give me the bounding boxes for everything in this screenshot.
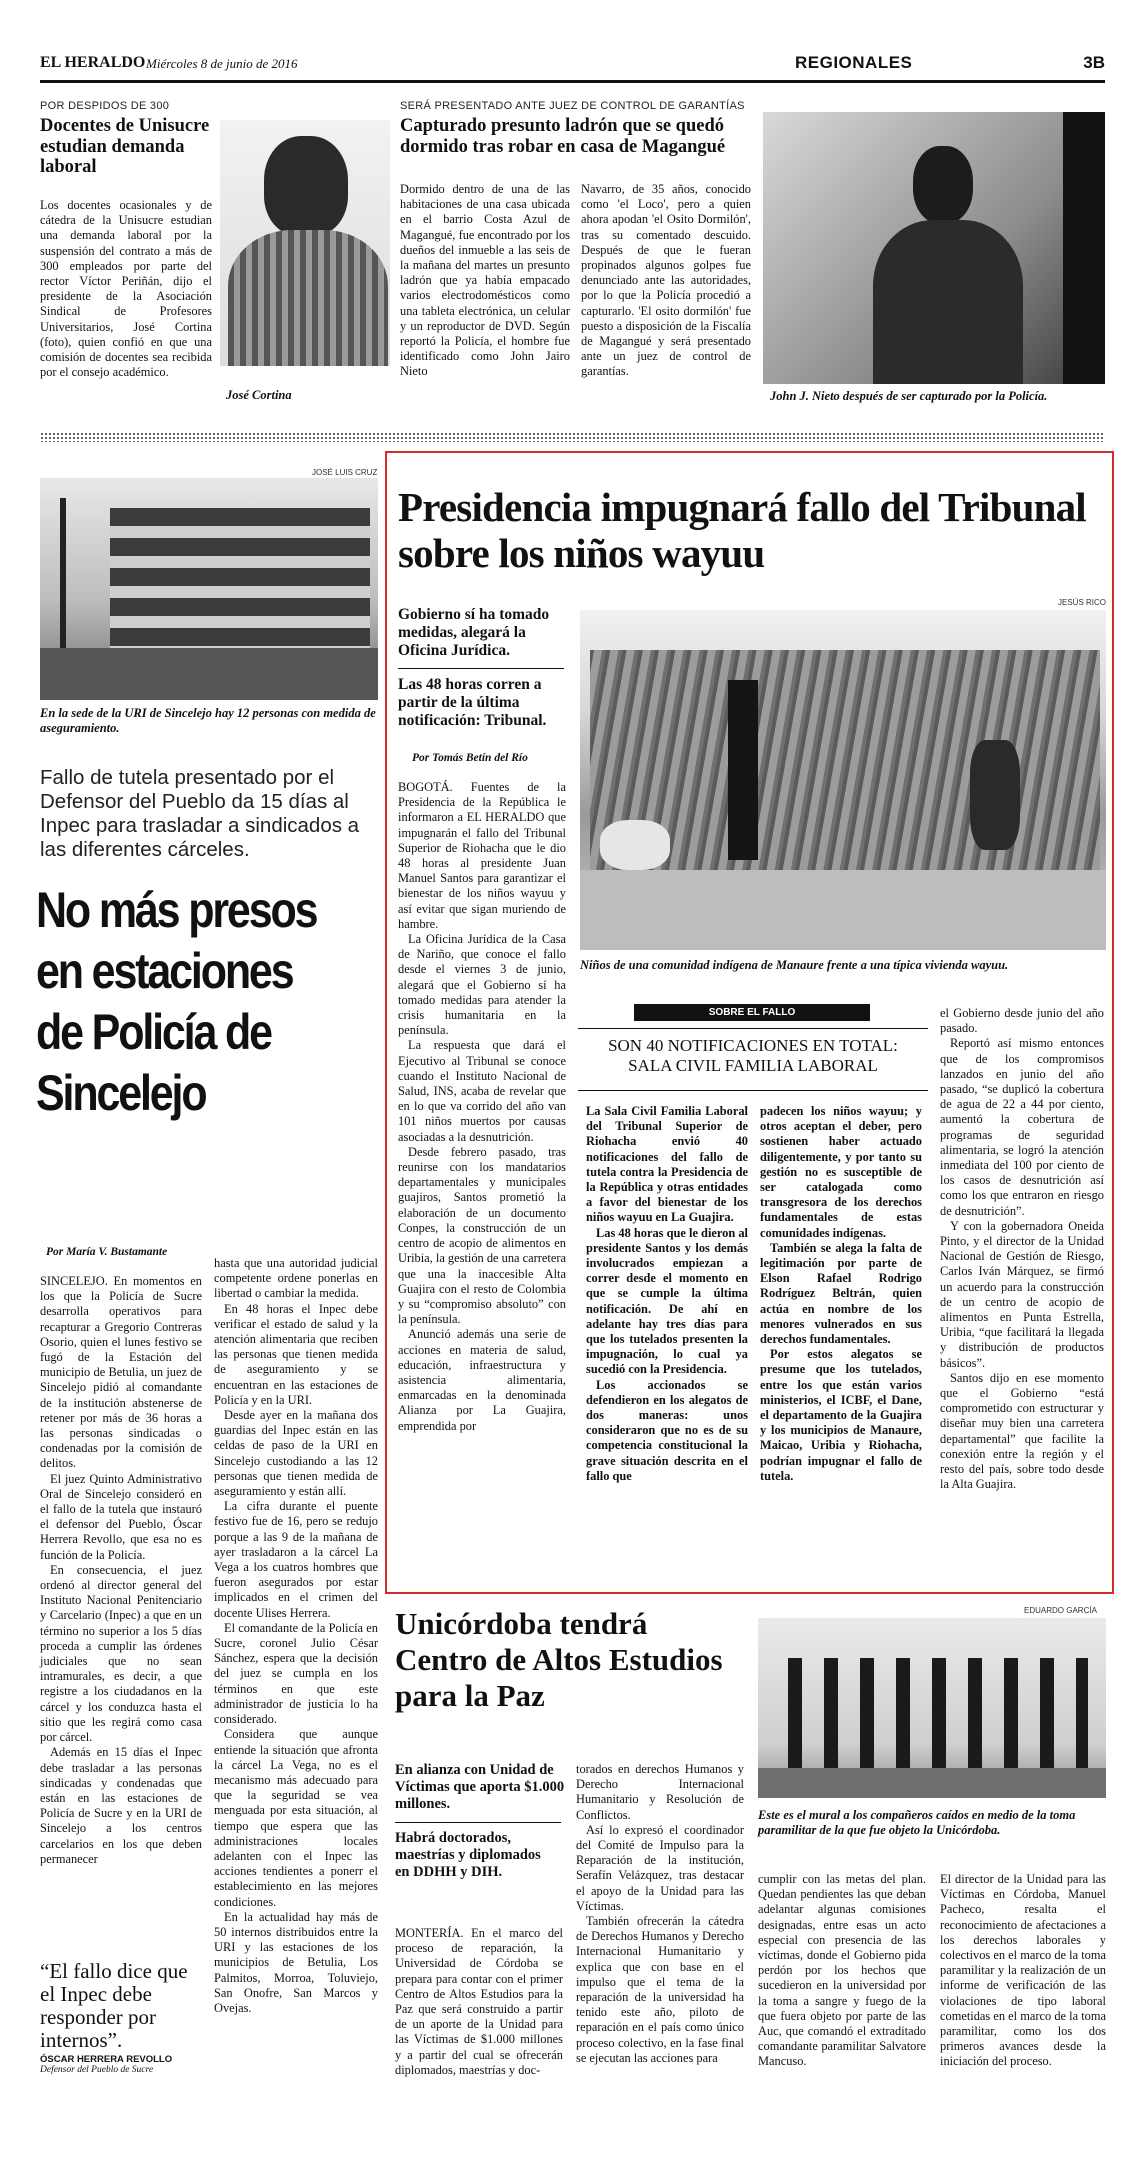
presos-col2: [214, 1256, 378, 2016]
fallo-col1-p0: La Sala Civil Familia Laboral del Tribunal Superior de Riohacha envió 40 notificaciones del fallo de tutela contra la Presidencia de la República y otras entidades a favor del bienestar de los niños wayuu en La Guajira.: [586, 1104, 748, 1225]
presos-byline: Por María V. Bustamante: [46, 1246, 168, 1258]
wayuu-col1-p4: Anunció además una serie de acciones en materia de salud, educación, infraestructura y asistencia alimentaria, enmarcadas en la denominada Alianza por La Guajira, emprendida por: [398, 1327, 566, 1433]
fallo-box: [578, 1004, 928, 1554]
fallo-box-col2: [760, 1104, 922, 1484]
unicordoba-deck-1: En alianza con Unidad de Víctimas que aporta $1.000 millones.: [395, 1762, 565, 1812]
presos-col2-p3: La cifra durante el puente festivo fue de 16, pero se redujo porque a las 9 de la mañana de ayer trasladaron a la cárcel La Vega a los cuatros hombres que fueron asegurados por estar implicados en el crimen del docente Ulises Herrera.: [214, 1499, 378, 1620]
wayuu-col3: [940, 1006, 1104, 1493]
wayuu-photo: [580, 610, 1106, 950]
presos-photo: [40, 478, 378, 700]
page-number: 3B: [1083, 53, 1105, 72]
presos-col1-p2: En consecuencia, el juez ordenó al director general del Instituto Nacional Penitenciario y Carcelario (Inpec) a que en un término no superior a los 5 días proceda a cumplir las órdenes judiciales que no sean intramurales, es decir, a que registre a los ciudadanos en la cárcel y los conduzca hasta el sitio que les regirá como casa por cárcel.: [40, 1562, 202, 1745]
unisucre-caption: José Cortina: [226, 388, 292, 402]
unicordoba-deck-rule: [395, 1822, 561, 1823]
presos-col2-p4: El comandante de la Policía en Sucre, coronel Julio César Sánchez, espera que la decisión del juez se cumpla en los términos en que este administrador de justicia lo ha considerado.: [214, 1620, 378, 1727]
presos-col2-p6: En la actualidad hay más de 50 internos distribuidos entre la URI y las estaciones de los municipios de Betulia, Los Palmitos, Morroa, Toluviejo, San Onofre, San Marcos y Ovejas.: [214, 1909, 378, 2015]
unicordoba-col4: [940, 1872, 1106, 2070]
capturado-photo: [763, 112, 1105, 384]
unicordoba-col4-p0: El director de la Unidad para las Víctimas en Córdoba, Manuel Pacheco, resalta el reconocimiento de afectaciones a los derechos laborales y colectivos en el marco de la toma paramilitar y la realización de un informe de verificación de las violaciones de tipo laboral cometidas en el marco de la toma paramilitar, como los dos primeros avances desde la iniciación del proceso.: [940, 1872, 1106, 2069]
wayuu-col1-p0: BOGOTÁ. Fuentes de la Presidencia de la República le informaron a EL HERALDO que impugnarán el fallo del Tribunal Superior de Riohacha que le dio 48 horas al presidente Juan Manuel Santos para garantizar el bienestar de los niños wayuu y así evitar que sigan muriendo de hambre.: [398, 780, 566, 931]
wayuu-col3-p3: Santos dijo en ese momento que el Gobierno “está comprometido con estructurar y diseñar muy bien una carretera departamental” que facilite la conexión entre la región y el resto del país, sobre todo desde la Alta Guajira.: [940, 1370, 1104, 1492]
paper-name: EL HERALDO: [40, 54, 146, 71]
unicordoba-col3-p0: cumplir con las metas del plan. Quedan pendientes las que deban adelantar algunas comisiones designadas, entre esas un acto especial con presencia de las víctimas, donde el Gobierno pida perdón por los hechos que sucedieron en la universidad por la toma a sangre y fuego de la que fuera objeto por parte de las Auc, que comandó el extraditado comandante paramilitar Salvatore Mancuso.: [758, 1872, 926, 2069]
capturado-col1: Dormido dentro de una de las habitaciones de una casa ubicada en el barrio Costa Azul de Magangué, fue encontrado por los dueños del inmueble a las seis de la mañana del martes un presunto ladrón que ya había empacado varios electrodomésticos como una tableta electrónica, un celular y un reproductor de DVD. Según reportó la Policía, el hombre fue identificado como John Jairo Nieto: [400, 182, 570, 379]
quote-author: ÓSCAR HERRERA REVOLLO: [40, 2054, 173, 2065]
presos-col1: [40, 1274, 202, 1867]
unicordoba-photo-credit: EDUARDO GARCÍA: [1024, 1606, 1097, 1615]
presos-deck: Fallo de tutela presentado por el Defensor del Pueblo da 15 días al Inpec para trasladar a sindicados a las diferentes cárceles.: [40, 766, 360, 861]
fallo-box-label: SOBRE EL FALLO: [634, 1004, 870, 1021]
unicordoba-col1: [395, 1926, 563, 2078]
masthead-rule: [40, 80, 1105, 83]
unicordoba-col2-p1: Así lo expresó el coordinador del Comité de Impulso para la Reparación de la institución, Serafín Velázquez, tras destacar el apoyo de la Unidad para las Víctimas.: [576, 1822, 744, 1913]
story-unisucre: [40, 100, 390, 400]
story-capturado: [400, 100, 1105, 405]
unicordoba-col2-p2: También ofrecerán la cátedra de Derechos Humanos y Derecho Internacional Humanitario y explica que con base en el impulso que el tema de la reparación de la universidad ha tenido este año, piloto de reparación en el país como único proceso colectivo, en la fase final se ejecutan las acciones para: [576, 1914, 744, 2065]
fallo-col1-p2: Los accionados se defendieron en los alegatos de dos maneras: unos consideraron que no es de su competencia constitucional la grave situación descrita en el fallo que: [586, 1377, 748, 1483]
capturado-col2: Navarro, de 35 años, conocido como 'el Loco', pero a quien ahora apodan 'el Osito Dormilón', tras su comentado descuido. Después de que le fueran propinados algunos golpes fue denunciado ante las autoridades, por lo que la Policía procedió a capturarlo. 'El osito dormilón' fue puesto a disposición de la Fiscalía de Magangué y será presentado ante un juez de control de garantías.: [581, 182, 751, 379]
wayuu-col1: [398, 780, 566, 1434]
unicordoba-col2: [576, 1762, 744, 2066]
presos-col2-p5: Considera que aunque entiende la situación que afronta la cárcel La Vega, no es el mecanismo más adecuado para que la seguridad se vea menguada por esta situación, al tiempo que espera que las administraciones locales adelanten con el Inpec las acciones tendientes a ponerr el establecimiento en las mejores condiciones.: [214, 1727, 378, 1909]
presos-col1-p1: El juez Quinto Administrativo Oral de Sincelejo consideró en el fallo de la tutela que instauró el defensor del Pueblo, Óscar Herrera Revollo, que esa no es función de la Policía.: [40, 1471, 202, 1562]
capturado-caption: John J. Nieto después de ser capturado por la Policía.: [770, 389, 1048, 403]
unisucre-kicker: POR DESPIDOS DE 300: [40, 100, 170, 112]
wayuu-headline: Presidencia impugnará fallo del Tribunal sobre los niños wayuu: [398, 484, 1086, 576]
fallo-box-title: SON 40 NOTIFICACIONES EN TOTAL: SALA CIVIL FAMILIA LABORAL: [608, 1036, 898, 1075]
unicordoba-deck-2: Habrá doctorados, maestrías y diplomados en DDHH y DIH.: [395, 1830, 541, 1880]
capturado-headline: Capturado presunto ladrón que se quedó dormido tras robar en casa de Magangué: [400, 116, 726, 157]
wayuu-byline: Por Tomás Betín del Río: [412, 752, 528, 764]
quote-text: “El fallo dice que el Inpec debe responder por internos”.: [40, 1959, 188, 2052]
unicordoba-headline: Unicórdoba tendrá Centro de Altos Estudios para la Paz: [395, 1606, 723, 1713]
presos-col1-p3: Además en 15 días el Inpec debe trasladar a las personas sindicadas y condenadas que están en las estaciones de Policía de Sucre y en la URI de Sincelejo a los centros carcelarios en los que deben permanecer: [40, 1745, 202, 1866]
wayuu-col3-p0: el Gobierno desde junio del año pasado.: [940, 1006, 1104, 1036]
unicordoba-photo: [758, 1618, 1106, 1798]
fallo-col2-p1: También se alega la falta de legitimación por parte de Elson Rafael Rodrigo Rodríguez Beltrán, quien actúa en nombre de los menores vulnerados en sus derechos fundamentales.: [760, 1240, 922, 1347]
wayuu-col1-p3: Desde febrero pasado, tras reunirse con los mandatarios departamentales y municipales guajiros, Santos prometió la elaboración de un documento Conpes, la construcción de un centro de acopio de alimentos en Uribia, la gestión de una carretera que una la inaccesible Alta Guajira con el resto de Colombia y su “compromiso absoluto” con la península.: [398, 1144, 566, 1327]
fallo-col1-p1: Las 48 horas que le dieron al presidente Santos y los demás involucrados empiezan a correr desde el momento en que se cumple la última notificación. De ahí en adelante hay tres días para que los tutelados presenten la impugnación, lo cual ya sucedió con la Presidencia.: [586, 1225, 748, 1377]
unicordoba-caption: Este es el mural a los compañeros caídos en medio de la toma paramilitar de la que fue objeto la Unicórdoba.: [758, 1808, 1076, 1837]
presos-headline: No más presos en estaciones de Policía de Sincelejo: [36, 882, 317, 1121]
unisucre-photo: [220, 120, 390, 366]
section-name: REGIONALES: [795, 53, 913, 72]
issue-date: Miércoles 8 de junio de 2016: [146, 56, 298, 71]
presos-col2-p1: En 48 horas el Inpec debe verificar el estado de salud y la atención alimentaria que reciben las personas que tienen medida de aseguramiento y se encuentran en las estaciones de Policía y en la URI.: [214, 1301, 378, 1407]
presos-col2-p2: Desde ayer en la mañana dos guardias del Inpec están en las celdas de paso de la URI en Sincelejo custodiando a las 12 personas que tienen medida de aseguramiento y están allí.: [214, 1408, 378, 1499]
presos-photo-credit: JOSÉ LUIS CRUZ: [312, 468, 378, 477]
wayuu-deck-2: Las 48 horas corren a partir de la última notificación: Tribunal.: [398, 676, 547, 729]
wayuu-photo-credit: JESÚS RICO: [1058, 598, 1107, 607]
unicordoba-col1-p0: MONTERÍA. En el marco del proceso de reparación, la Universidad de Córdoba se prepara para contar con el primer Centro de Altos Estudios para la Paz que será construido a partir de un aporte de la Unidad para las Víctimas de $1.000 millones y a partir del cual se ofrecerán diplomados, maestrías y doc-: [395, 1926, 563, 2077]
fallo-box-col1: [586, 1104, 748, 1484]
wayuu-deck-rule: [398, 668, 564, 669]
wayuu-col1-p2: La respuesta que dará el Ejecutivo al Tribunal se conoce cuando el Instituto Nacional de Salud, INS, acaba de revelar que en lo que va corrido del año van 101 niños muertos por causas asociadas a la desnutrición.: [398, 1038, 566, 1144]
presos-col1-p0: SINCELEJO. En momentos en los que la Policía de Sucre desarrolla operativos para recapturar a Gregorio Contreras Osorio, quien el lunes festivo se fugó de la Estación del municipio de Betulia, un juez de Sincelejo pidió al comandante de la institución abstenerse de retener por más de 36 horas a las personas sindicadas o condenadas por la comisión de delitos.: [40, 1274, 202, 1471]
unicordoba-col2-p0: torados en derechos Humanos y Derecho Internacional Humanitario y Resolución de Conflictos.: [576, 1762, 744, 1822]
section-divider: [40, 432, 1105, 442]
wayuu-col1-p1: La Oficina Jurídica de la Casa de Nariño, que conoce el fallo desde el viernes 3 de junio, alegará que el Gobierno sí ha tomado medidas para atender la crisis humanitaria en la península.: [398, 932, 566, 1038]
presos-col2-p0: hasta que una autoridad judicial competente ordene ponerlas en libertad o cambiar la medida.: [214, 1256, 378, 1301]
unisucre-headline: Docentes de Unisucre estudian demanda laboral: [40, 116, 210, 178]
masthead: [40, 52, 1105, 80]
fallo-col2-p0: padecen los niños wayuu; y otros aceptan el deber, pero sostienen haber actuado diligentemente, y por tanto su gestión no es susceptible de ser catalogada como transgresora de los derechos fundamentales de estas comunidades indígenas.: [760, 1104, 922, 1240]
capturado-kicker: SERÁ PRESENTADO ANTE JUEZ DE CONTROL DE GARANTÍAS: [400, 100, 745, 112]
quote-role: Defensor del Pueblo de Sucre: [40, 2065, 154, 2075]
unisucre-body: Los docentes ocasionales y de cátedra de la Unisucre estudian una demanda laboral por la suspensión del contrato a más de 300 empleados por parte del rector Víctor Periñán, dijo el presidente de la Asociación Sindical de Profesores Universitarios, José Cortina (foto), quien confió en que una comisión de docentes sea recibida por el consejo académico.: [40, 198, 212, 380]
wayuu-caption: Niños de una comunidad indígena de Manaure frente a una típica vivienda wayuu.: [580, 958, 1009, 972]
unicordoba-col3: [758, 1872, 926, 2070]
presos-pull-quote: [40, 1960, 204, 2075]
wayuu-col3-p2: Y con la gobernadora Oneida Pinto, y el director de la Unidad Nacional de Gestión de Riesgo, Carlos Iván Márquez, se firmó un acuerdo para la construcción de un centro de acopio de alimentos en Punta Estrella, Uribia, “que facilitará la llegada y distribución de productos básicos”.: [940, 1218, 1104, 1370]
presos-caption: En la sede de la URI de Sincelejo hay 12 personas con medida de aseguramiento.: [40, 706, 376, 735]
wayuu-deck-1: Gobierno sí ha tomado medidas, alegará la Oficina Jurídica.: [398, 606, 550, 659]
fallo-col2-p2: Por estos alegatos se presume que los tutelados, entre los que están varios ministerios, el ICBF, el Dane, el departamento de la Guajira y los municipios de Manaure, Maicao, Uribia y Riohacha, podrían impugnar el fallo de tutela.: [760, 1347, 922, 1483]
wayuu-col3-p1: Reportó así mismo entonces que de los compromisos lanzados en junio del año pasado, “se duplicó la cobertura de agua de 22 a 44 por ciento, aumentó la cobertura de programas de seguridad alimentaria, se logró la atención inmediata del 100 por ciento de los casos de desnutrición así como los que entraron en riesgo de desnutrición”.: [940, 1036, 1104, 1218]
